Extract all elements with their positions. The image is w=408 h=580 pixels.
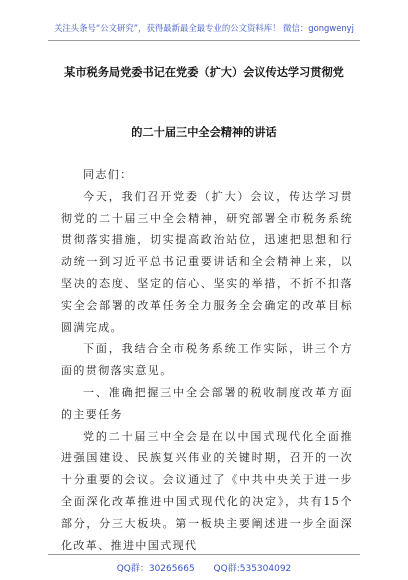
footer-qq-group-2: QQ群:535304092 [213, 564, 292, 574]
body-paragraph: 下面，我结合全市税务系统工作实际，讲三个方面的贯彻落实意见。 [61, 342, 353, 378]
footer-divider [48, 554, 360, 555]
section-heading: 一、准确把握三中全会部署的税收制度改革方面的主要任务 [61, 385, 353, 421]
document-title-line-1: 某市税务局党委书记在党委（扩大）会议传达学习贯彻党 [64, 65, 344, 79]
document-title-line-2: 的二十届三中全会精神的讲话 [131, 125, 277, 139]
header-divider [48, 40, 360, 41]
footer-contact [0, 561, 408, 574]
header-promo-note: 关注头条号“公文研究”，获得最新最全最专业的公文资料库！ 微信：gongwenyj [54, 23, 354, 33]
document-body [61, 164, 353, 556]
footer-qq-group-1: QQ群：30265665 [116, 564, 195, 574]
salutation: 同志们： [83, 168, 133, 181]
body-paragraph: 党的二十届三中全会是在以中国式现代化全面推进强国建设、民族复兴伟业的关键时期，召开的一次十分重要的会议。会议通过了《中共中央关于进一步全面深化改革推进中国式现代化的决定》，共有15个部分，分三大板块。第一板块主要阐述进一步全面深化改革、推进中国式现代 [61, 429, 353, 552]
body-paragraph: 今天，我们召开党委（扩大）会议，传达学习贯彻党的二十届三中全会精神，研究部署全市税务系统贯彻落实措施，切实提高政治站位，迅速把思想和行动统一到习近平总书记重要讲话和全会精神上来，以坚决的态度、坚定的信心、坚实的举措，不折不扣落实全会部署的改革任务全力服务全会确定的改革目标圆满完成。 [61, 189, 353, 334]
